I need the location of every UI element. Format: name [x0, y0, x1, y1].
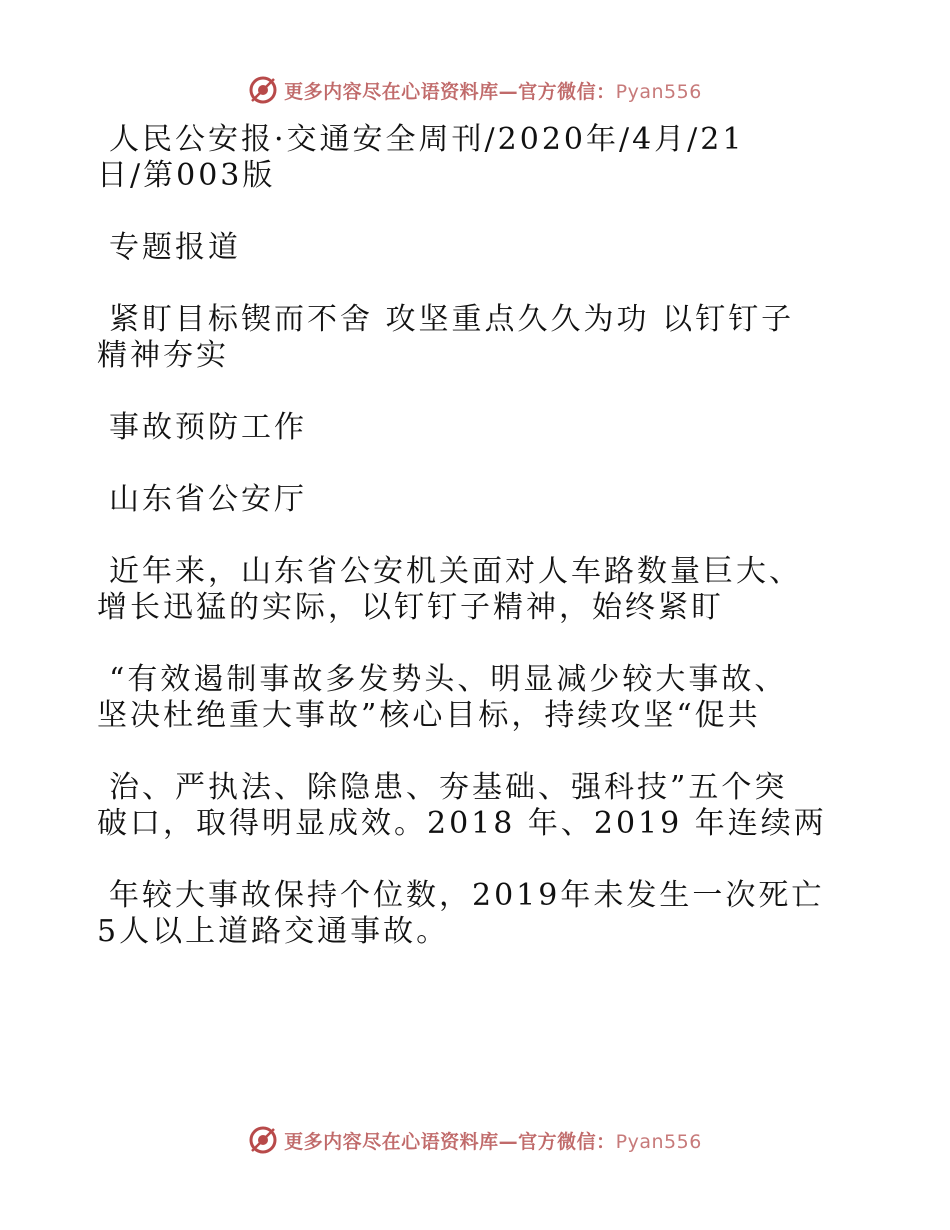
paragraph-line: 治、严执法、除隐患、夯基础、强科技”五个突 [109, 770, 788, 805]
article-title-line3: 事故预防工作 [109, 410, 307, 445]
paragraph-line: 5人以上道路交通事故。 [97, 914, 450, 949]
source-line: 人民公安报·交通安全周刊/2020年/4月/21 [109, 122, 745, 157]
header-watermark [0, 70, 950, 110]
author-line: 山东省公安厅 [109, 482, 307, 517]
brand-logo-icon [248, 75, 278, 105]
article-title: 紧盯目标锲而不舍 攻坚重点久久为功 以钉钉子 [109, 302, 795, 337]
watermark-text: 更多内容尽在心语资料库—官方微信： [284, 1130, 616, 1153]
paragraph-line: 增长迅猛的实际，以钉钉子精神，始终紧盯 [97, 590, 724, 625]
watermark-wechat-id: Pyan556 [615, 1130, 702, 1153]
paragraph-line: 破口，取得明显成效。2018 年、2019 年连续两 [97, 806, 827, 841]
document-body [97, 122, 857, 950]
paragraph-line: 近年来，山东省公安机关面对人车路数量巨大、 [109, 554, 802, 589]
watermark-text: 更多内容尽在心语资料库—官方微信： [284, 80, 616, 103]
article-title-continued: 精神夯实 [97, 338, 229, 373]
paragraph-line: “有效遏制事故多发势头、明显减少较大事故、 [109, 662, 788, 697]
source-line-continued: 日/第003版 [97, 158, 276, 193]
paragraph-line: 年较大事故保持个位数，2019年未发生一次死亡 [109, 878, 825, 913]
footer-watermark [0, 1120, 950, 1160]
watermark-wechat-id: Pyan556 [615, 80, 702, 103]
brand-logo-icon [248, 1125, 278, 1155]
section-label: 专题报道 [109, 230, 241, 265]
paragraph-line: 坚决杜绝重大事故”核心目标，持续攻坚“促共 [97, 698, 761, 733]
